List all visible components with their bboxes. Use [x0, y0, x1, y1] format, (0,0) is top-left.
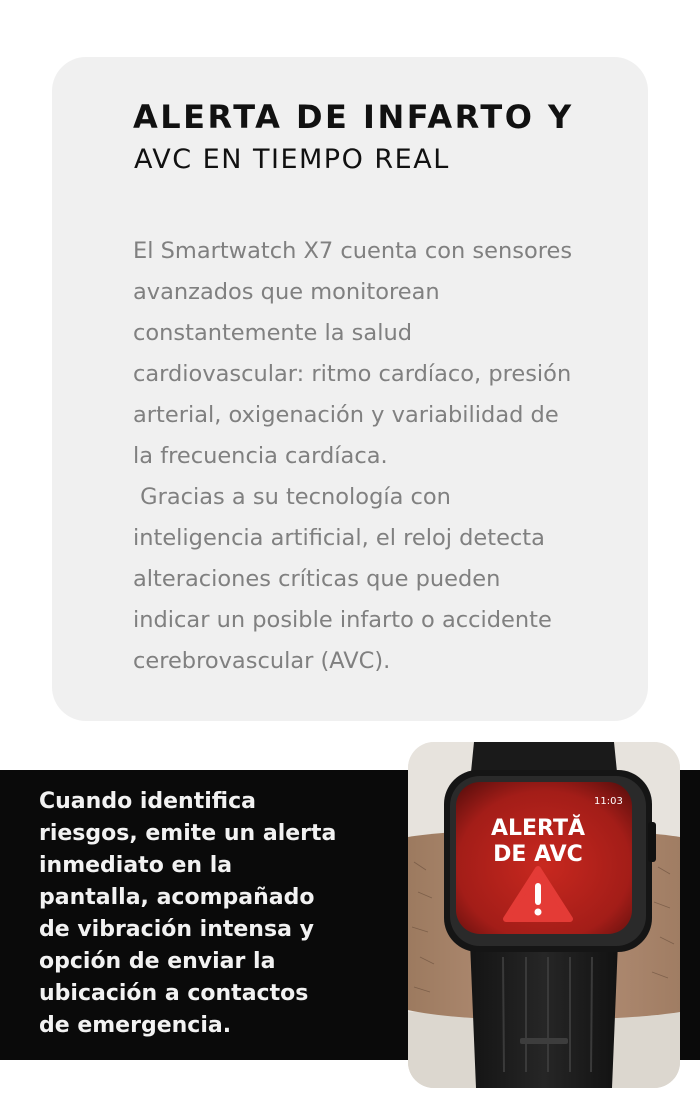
body-line: cerebrovascular (AVC). — [133, 648, 391, 674]
body-line: arterial, oxigenación y variabilidad de — [133, 402, 559, 428]
alert-line-2: DE AVC — [493, 842, 583, 867]
body-line: El Smartwatch X7 cuenta con sensores — [133, 238, 573, 264]
band-line: riesgos, emite un alerta — [39, 821, 337, 846]
body-line: la frecuencia cardíaca. — [133, 443, 388, 469]
band-line: Cuando identifica — [39, 789, 256, 814]
alert-line-1: ALERTĂ — [490, 816, 586, 841]
band-line: inmediato en la — [39, 853, 233, 878]
watch-time: 11:03 — [594, 796, 623, 807]
band-line: ubicación a contactos — [39, 981, 309, 1006]
band-line: opción de enviar la — [39, 949, 276, 974]
body-line: constantemente la salud — [133, 320, 412, 346]
band-line: de vibración intensa y — [39, 917, 314, 942]
band-line: pantalla, acompañado — [39, 885, 315, 910]
band-line: de emergencia. — [39, 1013, 232, 1038]
body-line: inteligencia artificial, el reloj detecta — [133, 525, 545, 551]
band-text — [39, 786, 399, 1042]
smartwatch-photo — [408, 742, 680, 1088]
title-line-2: AVC EN TIEMPO REAL — [134, 144, 450, 175]
title-line-1: ALERTA DE INFARTO Y — [133, 98, 574, 136]
body-line: alteraciones críticas que pueden — [133, 566, 501, 592]
card-body-text — [133, 231, 633, 682]
body-line: cardiovascular: ritmo cardíaco, presión — [133, 361, 572, 387]
body-line: indicar un posible infarto o accidente — [133, 607, 552, 633]
body-line: avanzados que monitorean — [133, 279, 440, 305]
body-line: Gracias a su tecnología con — [133, 484, 451, 510]
